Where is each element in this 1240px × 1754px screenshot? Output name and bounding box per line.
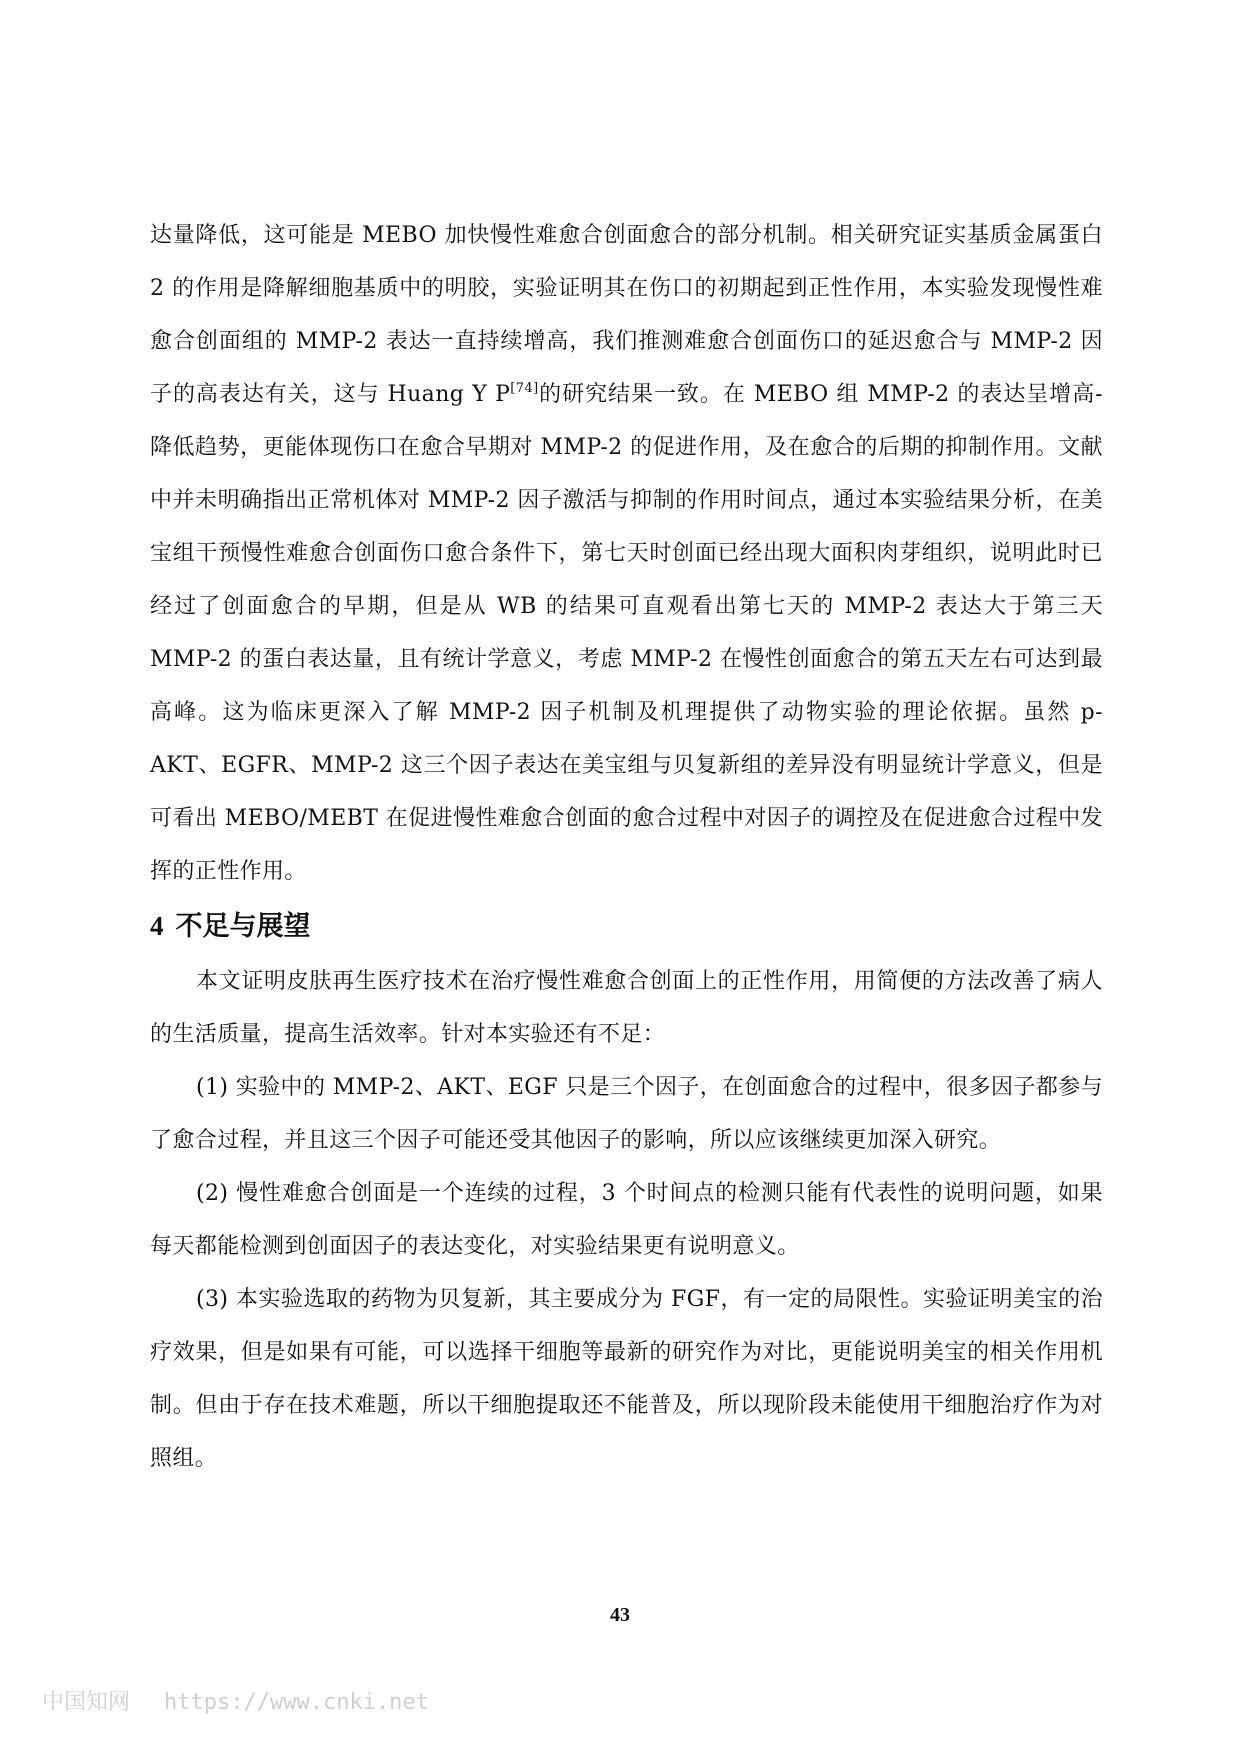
paragraph-intro: 本文证明皮肤再生医疗技术在治疗慢性难愈合创面上的正性作用，用简便的方法改善了病人的生活质量，提高生活效率。针对本实验还有不足：	[150, 969, 1103, 1047]
list-item: (3) 本实验选取的药物为贝复新，其主要成分为 FGF，有一定的局限性。实验证明美宝的治疗效果，但是如果有可能，可以选择干细胞等最新的研究作为对比，更能说明美宝的相关作用机制。但由于存在技术难题，所以干细胞提取还不能普及，所以现阶段未能使用干细胞治疗作为对照组。	[150, 1287, 1103, 1471]
section-title: 不足与展望	[175, 911, 311, 942]
watermark-name: 中国知网	[42, 1690, 131, 1715]
watermark	[42, 1685, 429, 1716]
watermark-url: https://www.cnki.net	[164, 1690, 429, 1715]
section-heading	[150, 898, 1103, 955]
paragraph-text: 达量降低，这可能是 MEBO 加快慢性难愈合创面愈合的部分机制。相关研究证实基质金属蛋白 2 的作用是降解细胞基质中的明胶，实验证明其在伤口的初期起到正性作用，本实验发现慢性难愈合创面组的 MMP-2 表达一直持续增高，我们推测难愈合创面伤口的延迟愈合与 MMP-2 因子的高表达有关，这与 Huang Y P	[150, 223, 1103, 407]
citation-ref: [74]	[510, 381, 539, 396]
body-text	[150, 209, 1103, 1485]
section-number: 4	[150, 911, 164, 941]
list-item: (1) 实验中的 MMP-2、AKT、EGF 只是三个因子，在创面愈合的过程中，很多因子都参与了愈合过程，并且这三个因子可能还受其他因子的影响，所以应该继续更加深入研究。	[150, 1075, 1103, 1153]
page-number: 43	[610, 1604, 630, 1626]
paragraph-text-cont: 的研究结果一致。在 MEBO 组 MMP-2 的表达呈增高-降低趋势，更能体现伤口在愈合早期对 MMP-2 的促进作用，及在愈合的后期的抑制作用。文献中并未明确指出正常机体对 MMP-2 因子激活与抑制的作用时间点，通过本实验结果分析，在美宝组干预慢性难愈合创面伤口愈合条件下，第七天时创面已经出现大面积肉芽组织，说明此时已经过了创面愈合的早期，但是从 WB 的结果可直观看出第七天的 MMP-2 表达大于第三天 MMP-2 的蛋白表达量，且有统计学意义，考虑 MMP-2 在慢性创面愈合的第五天左右可达到最高峰。这为临床更深入了解 MMP-2 因子机制及机理提供了动物实验的理论依据。虽然 p-AKT、EGFR、MMP-2 这三个因子表达在美宝组与贝复新组的差异没有明显统计学意义，但是可看出 MEBO/MEBT 在促进慢性难愈合创面的愈合过程中对因子的调控及在促进愈合过程中发挥的正性作用。	[150, 382, 1103, 884]
list-item: (2) 慢性难愈合创面是一个连续的过程，3 个时间点的检测只能有代表性的说明问题，如果每天都能检测到创面因子的表达变化，对实验结果更有说明意义。	[150, 1181, 1103, 1259]
paragraph-discussion	[150, 209, 1103, 898]
